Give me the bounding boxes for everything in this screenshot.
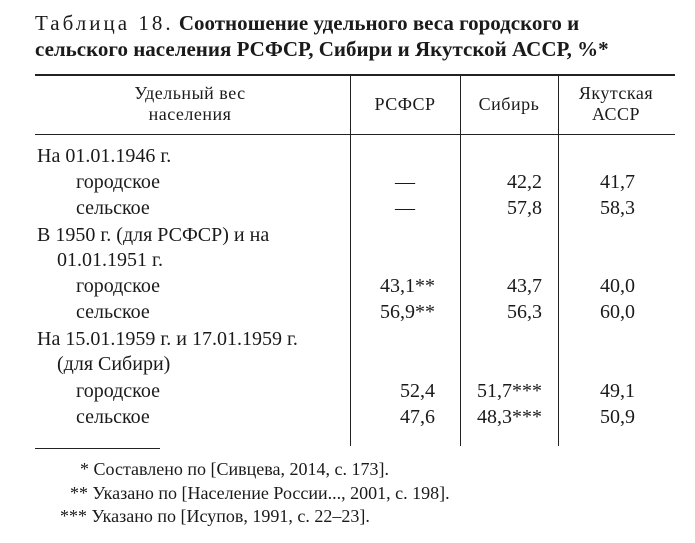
cell-siberia: 51,7***: [477, 380, 542, 402]
table-row: [0, 404, 695, 430]
footnote-separator: [35, 448, 160, 449]
group-label-row: [0, 326, 695, 352]
footnote-3: *** Указано по [Исупов, 1991, с. 22–23].: [60, 506, 370, 526]
table-row: [0, 169, 695, 195]
row-label: городское: [76, 275, 161, 297]
table-row: [0, 299, 695, 325]
cell-yakutia: 50,9: [600, 406, 635, 428]
group-label-cont: 01.01.1951 г.: [57, 249, 163, 271]
group-label-row: [0, 351, 695, 377]
cell-rsfsr: —: [395, 197, 415, 219]
footnote-2: ** Указано по [Население России..., 2001, с. 198].: [70, 483, 450, 503]
header-share: Удельный вес населения: [134, 83, 246, 124]
group-label: На 15.01.1959 г. и 17.01.1959 г.: [37, 328, 298, 350]
cell-rsfsr: 47,6: [400, 406, 435, 428]
table-caption: [35, 10, 675, 62]
group-label-row: [0, 247, 695, 273]
header-rule: [35, 134, 675, 135]
table-row: [0, 273, 695, 299]
cell-siberia: 57,8: [507, 197, 542, 219]
header-rsfsr: РСФСР: [374, 94, 436, 114]
cell-yakutia: 60,0: [600, 301, 635, 323]
group-label: На 01.01.1946 г.: [37, 145, 172, 167]
cell-yakutia: 49,1: [600, 380, 635, 402]
cell-yakutia: 40,0: [600, 275, 635, 297]
table-title: Соотношение удельного веса городского и сельского населения РСФСР, Сибири и Якутской АССР, %*: [35, 11, 609, 61]
cell-siberia: 56,3: [507, 301, 542, 323]
header-siberia: Сибирь: [478, 94, 540, 114]
row-label: городское: [76, 380, 161, 402]
cell-siberia: 43,7: [507, 275, 542, 297]
cell-siberia: 42,2: [507, 171, 542, 193]
row-label: сельское: [76, 301, 150, 323]
cell-siberia: 48,3***: [477, 406, 542, 428]
cell-rsfsr: —: [395, 171, 415, 193]
header-yakutia: Якутская АССР: [578, 83, 654, 124]
top-rule: [35, 74, 675, 76]
group-label: В 1950 г. (для РСФСР) и на: [37, 224, 270, 246]
group-label-row: [0, 222, 695, 248]
group-label-row: [0, 143, 695, 169]
cell-yakutia: 58,3: [600, 197, 635, 219]
table-row: [0, 378, 695, 404]
cell-rsfsr: 43,1**: [380, 275, 435, 297]
cell-rsfsr: 52,4: [400, 380, 435, 402]
table-row: [0, 195, 695, 221]
row-label: сельское: [76, 197, 150, 219]
group-label-cont: (для Сибири): [57, 353, 171, 375]
row-label: городское: [76, 171, 161, 193]
footnote-1: * Составлено по [Сивцева, 2014, с. 173].: [80, 459, 390, 479]
row-label: сельское: [76, 406, 150, 428]
cell-yakutia: 41,7: [600, 171, 635, 193]
table-number: Таблица 18.: [35, 11, 174, 35]
cell-rsfsr: 56,9**: [380, 301, 435, 323]
